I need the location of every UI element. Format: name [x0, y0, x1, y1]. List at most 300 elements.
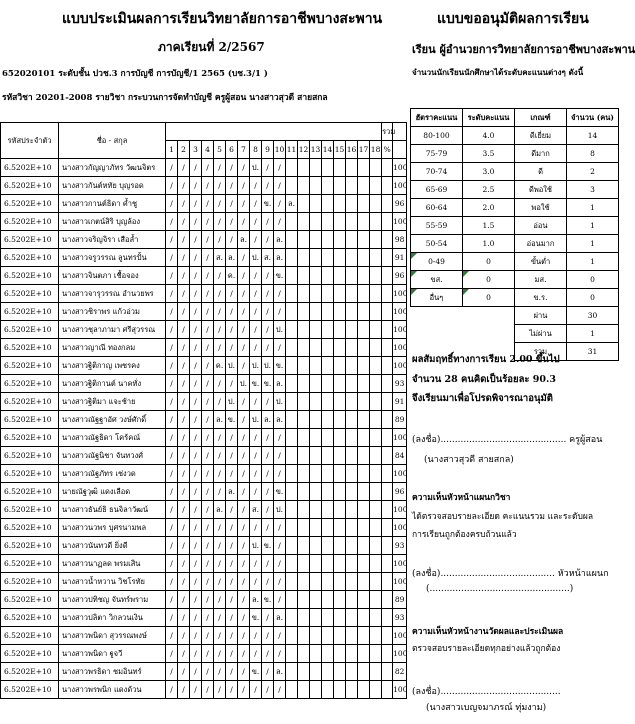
grade-point: 0 [463, 289, 515, 307]
table-row [1, 555, 407, 573]
student-id: 6.5202E+10 [1, 663, 59, 681]
attendance-mark: / [226, 591, 238, 609]
attendance-mark: / [226, 573, 238, 591]
student-id: 6.5202E+10 [1, 501, 59, 519]
attendance-mark [334, 555, 346, 573]
attendance-mark: / [250, 231, 262, 249]
attendance-mark: / [166, 501, 178, 519]
attendance-mark: / [226, 645, 238, 663]
attendance-pct: 100 [393, 303, 407, 321]
attendance-mark [286, 375, 298, 393]
attendance-pct: 100 [393, 429, 407, 447]
attendance-mark: / [166, 519, 178, 537]
grade-row [411, 199, 619, 217]
grade-label: ดีพอใช้ [515, 181, 567, 199]
attendance-mark: ป. [262, 357, 274, 375]
attendance-mark: / [262, 447, 274, 465]
grade-row [411, 235, 619, 253]
attendance-pct: 100 [393, 627, 407, 645]
attendance-total [382, 519, 393, 537]
attendance-mark [346, 465, 358, 483]
attendance-mark [370, 483, 382, 501]
grade-row [411, 145, 619, 163]
attendance-mark [322, 249, 334, 267]
attendance-mark [370, 321, 382, 339]
attendance-mark [298, 267, 310, 285]
attendance-mark: / [190, 339, 202, 357]
attendance-mark [286, 357, 298, 375]
attendance-mark [358, 411, 370, 429]
attendance-mark [370, 519, 382, 537]
attendance-mark [370, 357, 382, 375]
attendance-mark [286, 429, 298, 447]
attendance-total [382, 609, 393, 627]
week-header: 18 [370, 141, 382, 159]
attendance-mark [358, 303, 370, 321]
week-header: 1 [166, 141, 178, 159]
attendance-mark [310, 537, 322, 555]
attendance-mark [286, 321, 298, 339]
student-name: นางสาวกันต์หทัย บุญรอด [59, 177, 166, 195]
attendance-mark: ป. [250, 411, 262, 429]
column-header-total: รวม [382, 123, 393, 141]
attendance-mark [322, 267, 334, 285]
attendance-mark: / [166, 645, 178, 663]
student-name: นางสาวกัญญาภัทร วัฒนจิตร [59, 159, 166, 177]
attendance-mark [334, 609, 346, 627]
student-id: 6.5202E+10 [1, 555, 59, 573]
attendance-mark [370, 537, 382, 555]
student-id: 6.5202E+10 [1, 195, 59, 213]
attendance-total [382, 501, 393, 519]
attendance-mark [310, 267, 322, 285]
attendance-mark: / [202, 645, 214, 663]
attendance-mark [310, 285, 322, 303]
attendance-mark [346, 159, 358, 177]
attendance-mark [310, 375, 322, 393]
attendance-mark: / [214, 447, 226, 465]
attendance-mark: ป. [274, 501, 286, 519]
attendance-mark: / [262, 501, 274, 519]
attendance-mark: ค. [226, 267, 238, 285]
student-name: นางสาวชิราพร แก้วอ่วม [59, 303, 166, 321]
attendance-mark [346, 195, 358, 213]
table-row [1, 663, 407, 681]
attendance-mark [358, 645, 370, 663]
attendance-mark: / [202, 195, 214, 213]
attendance-mark: / [202, 627, 214, 645]
attendance-mark [298, 537, 310, 555]
attendance-total [382, 231, 393, 249]
attendance-mark: / [262, 519, 274, 537]
attendance-mark: ล. [286, 195, 298, 213]
attendance-mark [370, 231, 382, 249]
attendance-total [382, 339, 393, 357]
attendance-mark: ล. [214, 501, 226, 519]
attendance-mark: / [226, 609, 238, 627]
attendance-mark: ข. [250, 375, 262, 393]
attendance-mark: / [190, 501, 202, 519]
grade-point: 2.5 [463, 181, 515, 199]
attendance-mark [346, 519, 358, 537]
attendance-total [382, 627, 393, 645]
attendance-mark: / [178, 501, 190, 519]
attendance-mark [310, 465, 322, 483]
table-row [1, 447, 407, 465]
attendance-mark: / [214, 483, 226, 501]
grade-label: ขั้นต่ำ [515, 253, 567, 271]
attendance-mark [310, 321, 322, 339]
attendance-mark [334, 177, 346, 195]
attendance-mark [346, 645, 358, 663]
attendance-mark [310, 591, 322, 609]
attendance-mark: / [202, 159, 214, 177]
attendance-mark: / [214, 573, 226, 591]
attendance-mark: / [262, 465, 274, 483]
attendance-mark: / [274, 573, 286, 591]
attendance-mark: / [226, 537, 238, 555]
attendance-pct: 100 [393, 573, 407, 591]
attendance-mark [286, 609, 298, 627]
attendance-mark: / [274, 519, 286, 537]
attendance-mark: / [250, 339, 262, 357]
grade-point: 2.0 [463, 199, 515, 217]
attendance-mark [358, 537, 370, 555]
attendance-mark [346, 231, 358, 249]
attendance-mark: / [214, 663, 226, 681]
attendance-mark [310, 231, 322, 249]
attendance-mark [358, 213, 370, 231]
attendance-mark: / [214, 429, 226, 447]
attendance-mark: / [178, 681, 190, 699]
attendance-mark [310, 555, 322, 573]
blank-cell [463, 325, 515, 343]
attendance-mark [310, 303, 322, 321]
attendance-mark: / [202, 357, 214, 375]
attendance-total [382, 285, 393, 303]
attendance-mark: / [190, 231, 202, 249]
attendance-mark [322, 645, 334, 663]
attendance-mark: / [250, 519, 262, 537]
attendance-mark: / [214, 537, 226, 555]
approval-title: แบบขออนุมัติผลการเรียน [437, 11, 589, 27]
attendance-mark [322, 501, 334, 519]
attendance-mark: ป. [238, 375, 250, 393]
student-name: นางสาวชุลาภามา ศรีสุวรรณ [59, 321, 166, 339]
attendance-mark [286, 681, 298, 699]
attendance-mark [334, 231, 346, 249]
attendance-mark [346, 447, 358, 465]
attendance-mark: / [190, 159, 202, 177]
grade-pass-count: 30 [567, 307, 619, 325]
grade-point: 4.0 [463, 127, 515, 145]
attendance-mark: ป. [226, 393, 238, 411]
grade-row [411, 271, 619, 289]
grade-row [411, 253, 619, 271]
week-header: 15 [334, 141, 346, 159]
attendance-mark [334, 321, 346, 339]
attendance-total [382, 213, 393, 231]
attendance-total [382, 195, 393, 213]
attendance-mark [286, 249, 298, 267]
attendance-mark [286, 339, 298, 357]
attendance-pct: 84 [393, 447, 407, 465]
attendance-mark [298, 645, 310, 663]
attendance-mark [358, 465, 370, 483]
student-id: 6.5202E+10 [1, 573, 59, 591]
attendance-mark: / [178, 375, 190, 393]
attendance-mark: / [166, 573, 178, 591]
grade-range: 65-69 [411, 181, 463, 199]
grade-label: ข.ร. [515, 289, 567, 307]
attendance-mark [370, 393, 382, 411]
attendance-mark [322, 519, 334, 537]
semester-label: ภาคเรียนที่ 2/2567 [158, 40, 265, 54]
student-id: 6.5202E+10 [1, 339, 59, 357]
attendance-mark [322, 609, 334, 627]
attendance-mark [358, 249, 370, 267]
attendance-mark: / [190, 573, 202, 591]
attendance-total [382, 375, 393, 393]
column-header-blank [393, 141, 407, 159]
attendance-mark: / [190, 177, 202, 195]
attendance-mark [334, 681, 346, 699]
attendance-mark [370, 339, 382, 357]
attendance-pct: 89 [393, 591, 407, 609]
attendance-mark [358, 501, 370, 519]
grade-total-count: 31 [567, 343, 619, 361]
attendance-mark [322, 591, 334, 609]
grade-count: 3 [567, 181, 619, 199]
attendance-mark [334, 411, 346, 429]
student-name: นางสาวญาณี ทองกลม [59, 339, 166, 357]
attendance-mark [334, 339, 346, 357]
attendance-mark: / [262, 159, 274, 177]
grade-row [411, 181, 619, 199]
attendance-mark [286, 591, 298, 609]
student-name: นางสาวนันทวดี ยิ่งดี [59, 537, 166, 555]
attendance-mark: / [190, 249, 202, 267]
week-group-header [166, 123, 382, 141]
blank-cell [463, 307, 515, 325]
attendance-mark: / [238, 339, 250, 357]
attendance-mark: / [166, 339, 178, 357]
attendance-mark [370, 177, 382, 195]
attendance-pct: 93 [393, 609, 407, 627]
attendance-mark: / [238, 663, 250, 681]
attendance-mark [310, 177, 322, 195]
attendance-mark [322, 537, 334, 555]
grade-count: 0 [567, 289, 619, 307]
table-row [1, 375, 407, 393]
attendance-mark [322, 321, 334, 339]
table-row [1, 159, 407, 177]
grade-label: มส. [515, 271, 567, 289]
attendance-mark: / [190, 681, 202, 699]
grade-count: 1 [567, 253, 619, 271]
attendance-mark: / [250, 681, 262, 699]
student-name: นางสาวธันย์ธิ ธนจิลาวัฒน์ [59, 501, 166, 519]
attendance-mark: / [238, 681, 250, 699]
grade-count: 14 [567, 127, 619, 145]
attendance-mark [370, 285, 382, 303]
attendance-mark: / [214, 231, 226, 249]
subject-info: รหัสวิชา 20201-2008 รายวิชา กระบวนการจัดทำบัญชี ครูผู้สอน นางสาวสุวดี สายสกล [2, 93, 328, 103]
attendance-mark [322, 231, 334, 249]
table-row [1, 645, 407, 663]
attendance-mark: / [238, 465, 250, 483]
attendance-mark [286, 465, 298, 483]
attendance-mark: / [226, 231, 238, 249]
measure-note: ตรวจสอบรายละเอียดทุกอย่างแล้วถูกต้อง [412, 644, 561, 654]
attendance-mark: / [238, 537, 250, 555]
attendance-mark: / [250, 393, 262, 411]
dept-heading: ความเห็นหัวหน้าแผนกวิชา [412, 493, 511, 503]
student-name: นางสาวพนิดา สุวรรณพงษ์ [59, 627, 166, 645]
attendance-mark [358, 663, 370, 681]
attendance-mark: / [202, 537, 214, 555]
grade-range: 70-74 [411, 163, 463, 181]
attendance-mark: / [226, 555, 238, 573]
grade-label: ดีมาก [515, 145, 567, 163]
attendance-mark [358, 159, 370, 177]
attendance-total [382, 303, 393, 321]
attendance-mark: / [238, 357, 250, 375]
attendance-mark [322, 195, 334, 213]
measure-heading: ความเห็นหัวหน้างานวัดผลและประเมินผล [412, 627, 564, 637]
attendance-mark: / [250, 627, 262, 645]
attendance-mark: / [250, 285, 262, 303]
attendance-mark [358, 195, 370, 213]
attendance-mark [334, 537, 346, 555]
attendance-mark: / [190, 537, 202, 555]
student-id: 6.5202E+10 [1, 429, 59, 447]
attendance-mark: / [238, 213, 250, 231]
table-row [1, 591, 407, 609]
attendance-mark: / [214, 609, 226, 627]
attendance-mark [310, 519, 322, 537]
attendance-mark: ล. [238, 231, 250, 249]
week-header: 4 [202, 141, 214, 159]
attendance-mark: / [274, 555, 286, 573]
attendance-mark [358, 357, 370, 375]
attendance-mark: ล. [226, 483, 238, 501]
attendance-mark [298, 447, 310, 465]
attendance-mark: / [250, 177, 262, 195]
attendance-mark: / [166, 177, 178, 195]
student-id: 6.5202E+10 [1, 213, 59, 231]
student-id: 6.5202E+10 [1, 285, 59, 303]
attendance-mark [298, 609, 310, 627]
student-id: 6.5202E+10 [1, 159, 59, 177]
attendance-mark: / [190, 519, 202, 537]
attendance-mark [370, 375, 382, 393]
table-row [1, 195, 407, 213]
attendance-total [382, 663, 393, 681]
student-id: 6.5202E+10 [1, 393, 59, 411]
attendance-mark [334, 465, 346, 483]
attendance-mark: / [226, 465, 238, 483]
attendance-mark: / [202, 285, 214, 303]
attendance-mark: / [250, 555, 262, 573]
attendance-mark: / [190, 393, 202, 411]
attendance-mark: / [166, 267, 178, 285]
attendance-mark: / [238, 429, 250, 447]
attendance-mark [322, 213, 334, 231]
attendance-mark [358, 393, 370, 411]
summary-line-2: จำนวน 28 คนคิดเป็นร้อยละ 90.3 [412, 374, 556, 385]
grade-point: 1.5 [463, 217, 515, 235]
table-row [1, 231, 407, 249]
week-header: 2 [178, 141, 190, 159]
attendance-mark: / [262, 663, 274, 681]
attendance-mark: / [238, 159, 250, 177]
attendance-mark [370, 267, 382, 285]
attendance-mark: / [178, 303, 190, 321]
attendance-mark [286, 501, 298, 519]
table-row [1, 501, 407, 519]
student-name: นางสาวจริญจิรา เสือล้ำ [59, 231, 166, 249]
attendance-mark: / [202, 393, 214, 411]
attendance-mark: / [250, 447, 262, 465]
attendance-mark: / [262, 483, 274, 501]
grade-range: 80-100 [411, 127, 463, 145]
summary-line-3: จึงเรียนมาเพื่อโปรดพิจารณาอนุมัติ [412, 393, 553, 404]
attendance-mark: / [226, 429, 238, 447]
attendance-total [382, 447, 393, 465]
attendance-mark: / [238, 303, 250, 321]
attendance-mark [298, 285, 310, 303]
attendance-mark [334, 591, 346, 609]
attendance-mark: ล. [274, 609, 286, 627]
attendance-mark [322, 411, 334, 429]
week-header: 16 [346, 141, 358, 159]
column-header-pct: % [382, 141, 393, 159]
attendance-mark [298, 339, 310, 357]
attendance-mark [346, 681, 358, 699]
student-id: 6.5202E+10 [1, 519, 59, 537]
attendance-mark: / [190, 213, 202, 231]
table-row [1, 627, 407, 645]
attendance-mark [310, 393, 322, 411]
attendance-mark: / [202, 519, 214, 537]
grade-count: 1 [567, 199, 619, 217]
student-id: 6.5202E+10 [1, 537, 59, 555]
attendance-mark: / [274, 177, 286, 195]
attendance-mark [286, 447, 298, 465]
attendance-mark: ข. [274, 267, 286, 285]
table-row [1, 177, 407, 195]
week-header: 5 [214, 141, 226, 159]
attendance-mark: / [166, 321, 178, 339]
attendance-mark: / [190, 429, 202, 447]
attendance-mark: / [202, 303, 214, 321]
attendance-mark: / [238, 591, 250, 609]
attendance-mark: / [178, 609, 190, 627]
attendance-mark: / [190, 375, 202, 393]
attendance-mark: / [226, 177, 238, 195]
attendance-total [382, 249, 393, 267]
teacher-name: (นางสาวสุวดี สายสกล) [424, 455, 514, 465]
student-id: 6.5202E+10 [1, 267, 59, 285]
attendance-mark [346, 393, 358, 411]
attendance-pct: 100 [393, 321, 407, 339]
student-name: นางสาวณัฐฐาอัศ วงษ์ศักดิ์ [59, 411, 166, 429]
grade-point: 3.0 [463, 163, 515, 181]
attendance-mark: ล. [214, 411, 226, 429]
attendance-mark [370, 195, 382, 213]
grade-range: ขส. [411, 271, 463, 289]
